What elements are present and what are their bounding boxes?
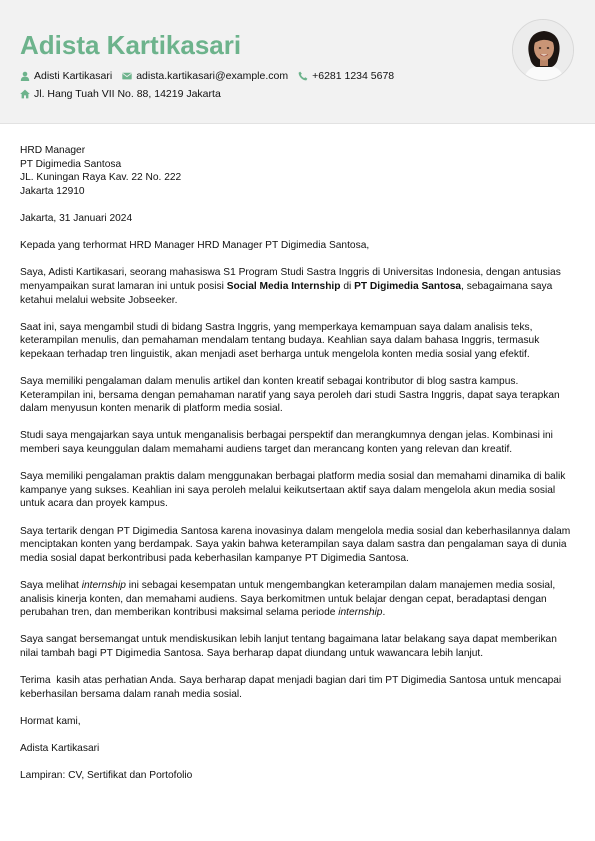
- paragraph-intro: [20, 266, 575, 307]
- paragraph-text: .: [382, 607, 386, 619]
- contact-address-text: Jl. Hang Tuah VII No. 88, 14219 Jakarta: [34, 88, 221, 100]
- paragraph-thanks: Terima kasih atas perhatian Anda. Saya berharap dapat menjadi bagian dari tim PT Digimedia Santosa untuk mencapai keberhasilan bersama dalam ranah media sosial.: [20, 675, 565, 700]
- user-icon: [20, 71, 30, 81]
- paragraph-company-interest: Saya tertarik dengan PT Digimedia Santosa karena inovasinya dalam mengelola media sosial dan keberhasilannya dalam menciptakan konten yang berdampak. Saya yakin bahwa keterampilan saya dalam sastra dan pengalaman saya di dunia media sosial dapat berkontribusi pada keberhasilan kampanye PT Digimedia Santosa.: [20, 525, 571, 564]
- contact-email[interactable]: [122, 69, 288, 83]
- contact-email-text: adista.kartikasari@example.com: [136, 70, 289, 82]
- paragraph-text: Saya melihat: [20, 580, 82, 591]
- avatar: [512, 19, 574, 81]
- recipient-line: HRD Manager: [20, 145, 86, 156]
- paragraph-text: , sebagaimana saya ketahui melalui website Jobseeker.: [20, 280, 553, 306]
- recipient-line: Jakarta 12910: [20, 185, 85, 197]
- contact-phone[interactable]: [298, 69, 394, 83]
- contact-row-primary: [20, 69, 404, 83]
- attachments: Lampiran: CV, Sertifikat dan Portofolio: [20, 770, 193, 782]
- contact-name-text: Adisti Kartikasari: [34, 70, 113, 82]
- paragraph-text: Saya, Adisti Kartikasari, seorang mahasiswa S1 Program Studi Sastra Inggris di Universitas Indonesia, dengan antusias menyampaikan surat lamaran ini untuk posisi: [20, 267, 561, 292]
- paragraph-text: ini sebagai kesempatan untuk mengembangkan keterampilan dalam manajemen media sosial, analisis kinerja konten, dan memahami audiens. Saya berkomitmen untuk belajar dengan cepat, beradaptasi dengan perubahan tren, dan memberikan kontribusi maksimal selama periode: [20, 580, 556, 619]
- recipient-line: JL. Kuningan Raya Kav. 22 No. 222: [20, 172, 182, 184]
- italic-term: internship: [81, 580, 126, 591]
- position-title: Social Media Internship: [226, 280, 341, 292]
- italic-term: internship: [338, 607, 383, 619]
- letter-header: [0, 0, 595, 124]
- closing: Hormat kami,: [20, 715, 81, 727]
- paragraph-interview-request: Saya sangat bersemangat untuk mendiskusikan lebih lanjut tentang bagaimana latar belakang saya dapat memberikan nilai tambah bagi PT Digimedia Santosa. Saya berharap dapat diundang untuk wawancara lebih lanjut.: [20, 634, 557, 659]
- letter-date: Jakarta, 31 Januari 2024: [20, 212, 133, 224]
- salutation: Kepada yang terhormat HRD Manager HRD Manager PT Digimedia Santosa,: [20, 240, 370, 252]
- paragraph-text: di: [340, 280, 355, 292]
- recipient-line: PT Digimedia Santosa: [20, 158, 122, 170]
- contact-row-address: [20, 87, 231, 101]
- phone-icon: [298, 71, 308, 81]
- letter-body: [20, 144, 575, 797]
- recipient-address: [20, 144, 575, 198]
- contact-phone-text: +6281 1234 5678: [312, 70, 395, 82]
- paragraph-social-media-experience: Saya memiliki pengalaman praktis dalam menggunakan berbagai platform media sosial dan memahami dinamika di balik kampanye yang sukses. Keahlian ini saya peroleh melalui keikutsertaan aktif saya dalam mengelola akun media sosial untuk acara dan proyek kampus.: [20, 471, 566, 510]
- applicant-name: Adista Kartikasari: [20, 30, 242, 60]
- envelope-icon: [122, 71, 132, 81]
- signature: Adista Kartikasari: [20, 743, 100, 755]
- contact-address: [20, 87, 221, 101]
- company-name: PT Digimedia Santosa: [354, 280, 462, 292]
- paragraph-internship-goals: [20, 579, 575, 620]
- paragraph-analysis: Studi saya mengajarkan saya untuk menganalisis berbagai perspektif dan merangkumnya dengan jelas. Kombinasi ini memberi saya keunggulan dalam memahami audiens target dan merancang konten yang relevan dan kreatif.: [20, 430, 553, 456]
- paragraph-education: Saat ini, saya mengambil studi di bidang Sastra Inggris, yang memperkaya kemampuan saya dalam analisis teks, keterampilan menulis, dan pemahaman mendalam tentang budaya. Keahlian saya dalam bahasa Inggris, termasuk kepekaan terhadap tren linguistik, akan menjadi aset berharga untuk mengelola konten media sosial yang efektif.: [20, 321, 540, 360]
- paragraph-writing-experience: Saya memiliki pengalaman dalam menulis artikel dan konten kreatif sebagai kontributor di blog sastra kampus. Keterampilan ini, bersama dengan pemahaman naratif yang saya peroleh dari studi Sastra Inggris, dapat saya terapkan dalam menyusun konten menarik di platform media sosial.: [20, 376, 560, 415]
- home-icon: [20, 89, 30, 99]
- contact-name: [20, 69, 112, 83]
